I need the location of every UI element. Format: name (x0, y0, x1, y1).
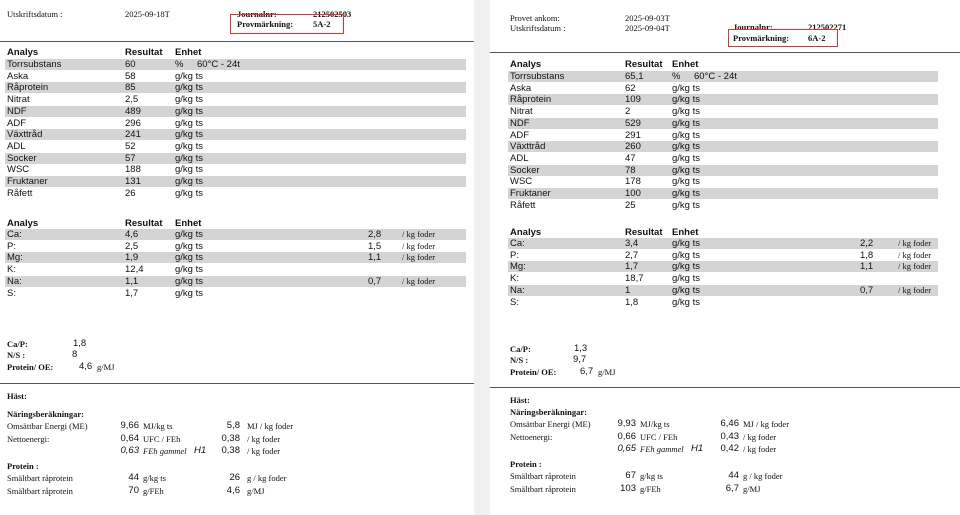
table1-row-name: Socker (510, 164, 540, 176)
table2-row-value: 2,7 (625, 249, 639, 261)
hast-row-unit: FEh gammel (640, 444, 684, 454)
protein-label: Protein : (510, 459, 542, 469)
hast-row-label: Nettoenergi: (7, 433, 50, 444)
table1-header-analys: Analys (7, 47, 39, 58)
table1-row-extra: 60°C - 24t (694, 71, 737, 82)
smaltbart-raprotein-label: Smältbart råprotein (510, 471, 576, 481)
table1-row-name: Fruktaner (510, 188, 551, 199)
table2-row-name: P: (510, 249, 519, 261)
table1-row-name: Aska (7, 70, 29, 82)
utskriftsdatum-label: Utskriftsdatum : (510, 23, 566, 33)
table2-row-foder-unit: / kg foder (402, 252, 436, 263)
table2-header-analys: Analys (7, 218, 39, 229)
table1-row-value: 291 (625, 129, 641, 141)
table2-row-value: 1,9 (125, 252, 139, 264)
table1-row-name: Växttråd (7, 129, 43, 141)
table2-row-name: Mg: (510, 261, 526, 273)
table1-row-unit: g/kg ts (672, 129, 700, 141)
row-band (508, 285, 938, 296)
table1-row-name: Råfett (510, 199, 536, 211)
table1-row-unit: g/kg ts (672, 176, 700, 188)
ratio-ns-value: 8 (72, 349, 78, 360)
table1-row-value: 109 (625, 94, 641, 106)
hast-row-value: 9,66 (120, 420, 139, 431)
smaltbart-raprotein-foder-value: 26 (229, 472, 240, 483)
table2-row-value: 4,6 (125, 229, 139, 240)
table2-header-enhet: Enhet (175, 218, 202, 229)
table1-row-unit: g/kg ts (175, 117, 203, 129)
row-band (508, 141, 938, 152)
table1-row-name: Fruktaner (7, 176, 48, 187)
table1-row-value: 52 (125, 140, 136, 152)
ratio-ns-value: 9,7 (573, 354, 587, 365)
hast-row-foder-value: 0,38 (221, 432, 240, 444)
smaltbart-raprotein-label: Smältbart råprotein (510, 483, 576, 494)
hast-row-foder-value: 0,42 (720, 443, 739, 454)
table1-row-value: 260 (625, 141, 641, 153)
utskriftsdatum-label: Utskriftsdatum : (7, 9, 63, 19)
row-band (5, 176, 466, 187)
smaltbart-raprotein-unit: g/kg ts (640, 471, 663, 481)
ratio-protein-oe-unit: g/MJ (97, 362, 115, 372)
table2-row-foder-value: 0,7 (368, 275, 382, 287)
table1-row-value: 131 (125, 176, 141, 187)
table2-row-value: 1 (625, 284, 631, 296)
row-band (5, 82, 466, 93)
hast-row-unit: MJ/kg ts (143, 421, 173, 431)
table1-row-value: 100 (625, 188, 641, 199)
table1-row-name: Torrsubstans (510, 71, 565, 82)
utskriftsdatum-date: 2025-09-18T (125, 9, 170, 19)
table1-row-name: Råfett (7, 187, 33, 199)
table1-header-resultat: Resultat (625, 59, 663, 70)
table2-row-foder-unit: / kg foder (402, 275, 436, 286)
journalnr-value: 212502271 (808, 22, 847, 32)
hast-row-foder-unit: MJ / kg foder (743, 419, 790, 429)
smaltbart-raprotein-foder-unit: g/MJ (247, 485, 265, 496)
table2-row-foder-value: 2,8 (368, 229, 382, 240)
highlight-box (230, 14, 344, 34)
table2-row-unit: g/kg ts (175, 252, 203, 264)
table1-row-value: 2,5 (125, 94, 139, 106)
table2-header-resultat: Resultat (125, 218, 163, 229)
crop-edge (0, 0, 200, 3)
ratio-protein-oe-unit: g/MJ (598, 367, 616, 377)
row-band (508, 238, 938, 249)
hast-row-value: 0,63 (120, 445, 139, 456)
row-band (508, 188, 938, 199)
table1-row-value: 489 (125, 105, 141, 117)
table1-row-value: 58 (125, 70, 136, 82)
table2-row-unit: g/kg ts (672, 249, 700, 261)
table1-row-unit: g/kg ts (672, 106, 700, 118)
table1-row-value: 60 (125, 59, 136, 70)
table1-row-name: NDF (7, 105, 27, 117)
hast-title: Häst: (510, 395, 530, 405)
provet-ankom-date: 2025-09-03T (625, 13, 670, 23)
table1-row-unit: g/kg ts (672, 141, 700, 153)
provmarkning-label: Provmärkning: (733, 33, 790, 43)
table1-row-value: 25 (625, 199, 636, 211)
journalnr-label: Journalnr: (733, 22, 773, 32)
table2-row-name: S: (7, 287, 16, 299)
table2-row-value: 1,7 (625, 261, 639, 273)
table1-row-unit: g/kg ts (672, 94, 700, 106)
hast-rule (490, 387, 960, 388)
row-band (5, 153, 466, 164)
table1-row-value: 78 (625, 164, 636, 176)
ratio-protein-oe-value: 6,7 (580, 366, 594, 377)
table1-row-unit: % (175, 59, 184, 70)
ratio-protein-oe-label: Protein/ OE: (7, 362, 54, 372)
table2-row-name: Mg: (7, 252, 23, 264)
hast-row-foder-unit: / kg foder (743, 431, 777, 442)
table2-row-foder-unit: / kg foder (898, 238, 932, 248)
smaltbart-raprotein-foder-value: 4,6 (226, 484, 240, 496)
table2-row-foder-value: 2,2 (860, 238, 874, 249)
hast-row-foder-value: 6,46 (720, 418, 739, 429)
ratio-protein-oe-label: Protein/ OE: (510, 367, 557, 377)
ratio-cap-label: Ca/P: (7, 339, 28, 349)
journalnr-label: Journalnr: (237, 9, 277, 19)
table1-row-unit: g/kg ts (672, 188, 700, 199)
table1-row-value: 47 (625, 152, 636, 164)
table1-row-value: 62 (625, 82, 636, 94)
table1-row-name: ADF (510, 129, 529, 141)
row-band (5, 129, 466, 140)
hast-row-unit: MJ/kg ts (640, 419, 670, 429)
table1-row-value: 296 (125, 117, 141, 129)
hast-h1-label: H1 (691, 443, 704, 454)
hast-row-foder-unit: MJ / kg foder (247, 421, 294, 431)
header-rule (490, 52, 960, 53)
table1-row-name: Socker (7, 152, 37, 164)
table2-row-foder-value: 1,1 (860, 261, 874, 273)
row-band (508, 165, 938, 176)
table1-row-unit: g/kg ts (672, 152, 700, 164)
table1-row-unit: g/kg ts (672, 164, 700, 176)
crop-edge (490, 0, 690, 12)
naringsberakningar-label: Näringsberäkningar: (510, 407, 587, 417)
table2-row-unit: g/kg ts (672, 273, 700, 285)
table1-row-value: 188 (125, 164, 141, 176)
table1-row-unit: g/kg ts (672, 82, 700, 94)
row-band (5, 106, 466, 117)
table2-row-name: Ca: (510, 238, 525, 249)
provmarkning-value: 5A-2 (313, 19, 331, 29)
table1-row-name: WSC (510, 176, 533, 188)
hast-row-unit: FEh gammel (143, 446, 187, 456)
table1-row-unit: g/kg ts (175, 152, 203, 164)
table1-row-name: NDF (510, 117, 530, 129)
table1-row-name: ADL (7, 140, 26, 152)
highlight-box (728, 29, 838, 47)
table1-row-name: Växttråd (510, 141, 546, 153)
table1-row-unit: g/kg ts (175, 105, 203, 117)
table2-row-name: Ca: (7, 229, 22, 240)
smaltbart-raprotein-unit: g/FEh (143, 485, 164, 496)
table1-row-name: ADF (7, 117, 26, 129)
table2-header-resultat: Resultat (625, 227, 663, 238)
smaltbart-raprotein-value: 67 (625, 470, 636, 481)
table1-row-name: Torrsubstans (7, 59, 62, 70)
row-band (508, 118, 938, 129)
naringsberakningar-label: Näringsberäkningar: (7, 409, 84, 419)
ratio-cap-value: 1,3 (574, 343, 588, 354)
table2-row-unit: g/kg ts (175, 275, 203, 287)
table2-row-name: S: (510, 296, 519, 308)
smaltbart-raprotein-unit: g/kg ts (143, 473, 166, 483)
table2-row-value: 1,1 (125, 275, 139, 287)
ratio-protein-oe-value: 4,6 (79, 361, 93, 372)
smaltbart-raprotein-foder-unit: g / kg foder (247, 473, 287, 483)
table1-row-extra: 60°C - 24t (197, 59, 240, 70)
table2-row-unit: g/kg ts (175, 287, 203, 299)
table1-row-name: Nitrat (7, 94, 30, 106)
hast-row-value: 0,65 (617, 443, 636, 454)
smaltbart-raprotein-foder-unit: g/MJ (743, 483, 761, 494)
table2-row-unit: g/kg ts (672, 261, 700, 273)
row-band (5, 229, 466, 240)
smaltbart-raprotein-unit: g/FEh (640, 483, 661, 494)
table1-row-unit: g/kg ts (672, 117, 700, 129)
table1-row-value: 65,1 (625, 71, 644, 82)
hast-row-value: 0,64 (120, 432, 139, 444)
hast-row-foder-value: 5,8 (226, 420, 240, 431)
table1-row-unit: g/kg ts (175, 187, 203, 199)
table1-row-name: Råprotein (510, 94, 552, 106)
utskriftsdatum-date: 2025-09-04T (625, 23, 670, 33)
smaltbart-raprotein-value: 103 (620, 482, 636, 494)
table1-header-enhet: Enhet (175, 47, 202, 58)
table1-row-unit: g/kg ts (175, 70, 203, 82)
table1-row-unit: g/kg ts (175, 94, 203, 106)
table1-row-unit: g/kg ts (672, 199, 700, 211)
table2-row-unit: g/kg ts (672, 284, 700, 296)
hast-title: Häst: (7, 391, 27, 401)
hast-row-label: Omsättbar Energi (ME) (7, 421, 88, 431)
table2-row-unit: g/kg ts (175, 264, 203, 276)
header-rule (0, 41, 474, 42)
table2-row-value: 18,7 (625, 273, 644, 285)
table2-row-foder-unit: / kg foder (402, 240, 436, 251)
table1-row-unit: g/kg ts (175, 129, 203, 141)
table1-row-value: 57 (125, 152, 136, 164)
protein-label: Protein : (7, 461, 39, 471)
table1-row-name: Nitrat (510, 106, 533, 118)
table2-row-name: Na: (510, 284, 525, 296)
ratio-ns-label: N/S : (7, 350, 26, 360)
table2-header-enhet: Enhet (672, 227, 699, 238)
table2-row-unit: g/kg ts (175, 240, 203, 252)
table2-row-foder-unit: / kg foder (898, 284, 932, 295)
report-page-left (0, 0, 474, 515)
hast-row-foder-unit: / kg foder (247, 446, 281, 456)
hast-row-value: 0,66 (617, 430, 636, 442)
smaltbart-raprotein-foder-value: 6,7 (725, 482, 739, 494)
journalnr-value: 212502503 (313, 9, 352, 19)
table1-row-value: 85 (125, 82, 136, 94)
row-band (508, 261, 938, 272)
report-page-right (490, 0, 960, 515)
smaltbart-raprotein-label: Smältbart råprotein (7, 485, 73, 496)
table2-row-foder-unit: / kg foder (402, 229, 436, 239)
smaltbart-raprotein-value: 70 (128, 484, 139, 496)
table2-row-unit: g/kg ts (672, 296, 700, 308)
hast-h1-label: H1 (194, 445, 207, 456)
table2-row-value: 12,4 (125, 264, 144, 276)
table1-row-value: 178 (625, 176, 641, 188)
hast-row-value: 9,93 (617, 418, 636, 429)
table1-row-value: 529 (625, 117, 641, 129)
table1-header-analys: Analys (510, 59, 542, 70)
table2-row-foder-value: 1,1 (368, 252, 382, 264)
table2-row-unit: g/kg ts (175, 229, 203, 240)
hast-row-foder-value: 0,38 (221, 445, 240, 456)
ratio-ns-label: N/S : (510, 355, 529, 365)
hast-rule (0, 383, 474, 384)
table1-row-unit: g/kg ts (175, 140, 203, 152)
table2-row-name: P: (7, 240, 16, 252)
provmarkning-label: Provmärkning: (237, 19, 294, 29)
table2-row-foder-unit: / kg foder (898, 249, 932, 260)
table2-row-unit: g/kg ts (672, 238, 700, 249)
ratio-cap-value: 1,8 (73, 338, 87, 349)
table1-row-name: Råprotein (7, 82, 49, 94)
table1-row-unit: % (672, 71, 681, 82)
hast-row-foder-unit: / kg foder (247, 433, 281, 444)
table1-row-unit: g/kg ts (175, 164, 203, 176)
row-band (508, 94, 938, 105)
hast-row-unit: UFC / FEh (143, 433, 181, 444)
row-band (5, 252, 466, 263)
smaltbart-raprotein-value: 44 (128, 472, 139, 483)
hast-row-unit: UFC / FEh (640, 431, 678, 442)
table2-row-name: K: (7, 264, 16, 276)
table1-row-value: 241 (125, 129, 141, 141)
hast-row-foder-value: 0,43 (720, 430, 739, 442)
hast-row-foder-unit: / kg foder (743, 444, 777, 454)
hast-row-label: Nettoenergi: (510, 431, 553, 442)
table2-row-name: K: (510, 273, 519, 285)
table2-row-foder-value: 1,8 (860, 249, 874, 261)
hast-row-label: Omsättbar Energi (ME) (510, 419, 591, 429)
table2-row-value: 3,4 (625, 238, 639, 249)
provmarkning-value: 6A-2 (808, 33, 826, 43)
table2-row-name: Na: (7, 275, 22, 287)
table1-header-enhet: Enhet (672, 59, 699, 70)
smaltbart-raprotein-foder-unit: g / kg foder (743, 471, 783, 481)
table1-row-name: ADL (510, 152, 529, 164)
table2-row-foder-value: 0,7 (860, 284, 874, 296)
ratio-cap-label: Ca/P: (510, 344, 531, 354)
table1-row-unit: g/kg ts (175, 82, 203, 94)
table1-row-value: 26 (125, 187, 136, 199)
table2-row-foder-unit: / kg foder (898, 261, 932, 272)
table1-row-name: Aska (510, 82, 532, 94)
provet-ankom-label: Provet ankom: (510, 13, 560, 23)
table1-header-resultat: Resultat (125, 47, 163, 58)
row-band (5, 276, 466, 287)
table2-header-analys: Analys (510, 227, 542, 238)
table1-row-value: 2 (625, 106, 631, 118)
table1-row-unit: g/kg ts (175, 176, 203, 187)
smaltbart-raprotein-label: Smältbart råprotein (7, 473, 73, 483)
table2-row-foder-value: 1,5 (368, 240, 382, 252)
table2-row-value: 2,5 (125, 240, 139, 252)
table1-row-name: WSC (7, 164, 30, 176)
table2-row-value: 1,7 (125, 287, 139, 299)
smaltbart-raprotein-foder-value: 44 (728, 470, 739, 481)
table2-row-value: 1,8 (625, 296, 639, 308)
